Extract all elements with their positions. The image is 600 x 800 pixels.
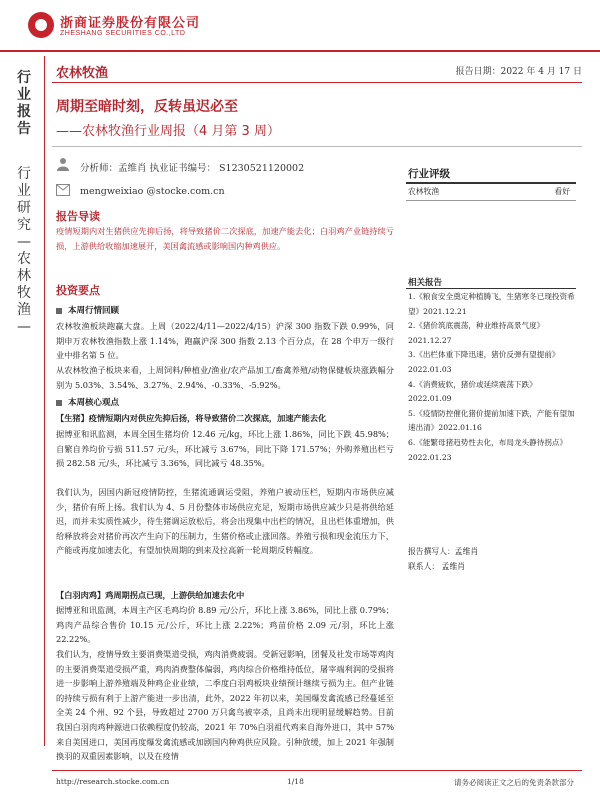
related-item[interactable]: 4.《消费疲软，猪价或延续震荡下跌》2022.01.09 (408, 379, 537, 404)
pig-p1: 据博亚和讯监测，本周全国生猪均价 12.46 元/kg，环比上涨 1.86%，同比下跌 45.98%；自繁自养均价亏损 511.57 元/头，环比减亏 3.67%，同比下降 171.57%；外购养殖出栏亏损 282.58 元/头，环比减亏 3.36%，同比减亏 48.35%。 (56, 429, 394, 469)
chicken-tag: 【白羽肉鸡】鸡周期拐点已现，上游供给加速去化中 (56, 590, 245, 600)
page-number: 1/18 (287, 777, 304, 786)
footer-rule (52, 770, 582, 771)
company-logo-icon (28, 12, 54, 38)
market-review-p1: 农林牧渔板块跑赢大盘。上周（2022/4/11—2022/4/15）沪深 300 指数下跌 0.99%，同期申万农林牧渔指数上涨 1.14%，跑赢沪深 300 指数 2.13 个百分点，在 28 个申万一级行业中排名第 5 位。 (56, 321, 394, 361)
chicken-p1: 据博亚和讯监测，本周主产区毛鸡均价 8.89 元/公斤，环比上涨 3.86%，同比上涨 0.79%；鸡肉产品综合售价 10.15 元/公斤，环比上涨 2.22%；鸡苗价格 2.09 元/羽，环比上涨 22.22%。 (56, 605, 394, 645)
guide-text: 疫情短期内对生猪供应先抑后扬，将导致猪价二次探底，加速产能去化；白羽鸡产业链持续亏损，上游供给收缩加速展开，美国禽流感或影响国内种鸡供应。 (56, 226, 394, 251)
rating-row (408, 186, 570, 197)
industry-label: 农林牧渔 (56, 66, 109, 81)
related-item[interactable]: 2.《猪价筑底震荡，种业维持高景气度》2021.12.27 (408, 321, 545, 345)
header-rule (0, 50, 600, 52)
report-writer: 报告撰写人：孟维肖 (408, 547, 479, 556)
footer-url[interactable]: http://research.stocke.com.cn (56, 777, 170, 786)
sidebar-category: 行业研究—农林牧渔— (17, 166, 31, 335)
related-item[interactable]: 1.《粮食安全奠定种植腾飞，生猪寒冬已现投资希望》2021.12.21 (408, 292, 575, 316)
related-item[interactable]: 5.《疫情防控催化猪价提前加速下跌，产能有望加速出清》2022.01.16 (408, 408, 575, 433)
report-title: 周期至暗时刻，反转虽迟必至 (56, 99, 238, 115)
pig-tag: 【生猪】疫情短期内对供应先抑后扬，将导致猪价二次探底，加速产能去化 (56, 413, 327, 423)
related-item[interactable]: 6.《能繁母猪趋势性去化，布局龙头静待拐点》2022.01.23 (408, 437, 568, 462)
market-review-heading: 本周行情回顾 (56, 304, 119, 316)
rating-title: 行业评级 (408, 168, 450, 180)
report-date: 报告日期：2022 年 4 月 17 日 (455, 67, 582, 77)
rating-sector: 农林牧渔 (408, 187, 440, 196)
related-title: 相关报告 (408, 278, 443, 288)
related-rule (406, 288, 576, 289)
related-item[interactable]: 3.《出栏体重下降迅速，猪价反弹有望提前》2022.01.03 (408, 350, 560, 374)
rating-rule (406, 182, 576, 184)
title-bottom-rule (52, 146, 582, 147)
company-name-en: ZHESHANG SECURITIES CO.,LTD (60, 30, 186, 37)
footer-disclaimer: 请务必阅读正文之后的免责条款部分 (454, 778, 574, 787)
guide-heading: 报告导读 (56, 210, 100, 223)
analyst-line: 分析师：孟维肖 执业证书编号： S1230521120002 (80, 163, 305, 174)
rating-bottom-rule (406, 200, 576, 201)
points-heading: 投资要点 (56, 284, 100, 297)
analyst-email[interactable]: mengweixiao @stocke.com.cn (80, 186, 225, 197)
rating-grade: 看好 (554, 187, 570, 196)
mail-icon (56, 184, 70, 196)
person-icon (56, 157, 70, 171)
contact-person: 联系人： 孟维肖 (408, 562, 466, 571)
core-view-heading: 本周核心观点 (56, 396, 119, 408)
report-subtitle: ——农林牧渔行业周报（4 月第 3 周） (56, 124, 280, 139)
title-top-rule (52, 82, 582, 83)
chicken-p2: 我们认为，疫情导致主要消费渠道受损，鸡肉消费疲弱。受新冠影响，团餐及社发市场等鸡肉的主要消费渠道受损严重，鸡肉消费整体偏弱，鸡肉综合价格维持低位，屠宰端利润的受损将进一步影响上游养殖端及种鸡企业业绩，二季度白羽鸡板块业绩预计继续亏损为主。但产业链的持续亏损有利于上游产能进一步出清，此外，2022 年初以来，美国爆发禽流感已经蔓延至全美 24 个州、92 个县，导致超过 2700 万只禽鸟被宰杀，且尚未出现明显缓解趋势。目前我国白羽肉鸡种源进口依赖程度仍较高，2021 年 70%白羽祖代鸡来自海外进口，其中 57%来自美国进口，美国再度爆发禽流感或加剧国内种鸡供应风险。引种放缓，加上 2021 年强制换羽的双重因素影响，以及在疫情 (56, 649, 394, 762)
company-name-cn: 浙商证券股份有限公司 (60, 16, 201, 31)
related-list (408, 290, 576, 465)
pig-p2: 我们认为，因国内新冠疫情防控，生猪流通调运受阻，养殖户被动压栏，短期内市场供应减少，猪价有所上扬。我们认为 4、5 月份整体市场供应充足，短期市场供应减少只是将供给延迟，而并未实质性减少，待生猪调运放松后，将会出现集中出栏的情况，且出栏体重增加，供给释放将会对猪价再次产生向下的压制力，生猪价格或止涨回落。养殖亏损和现金流压力下，产能或再度加速去化，有望加快周期的到来及拉高新一轮周期反转幅度。 (56, 487, 394, 556)
sidebar-report-type: 行业报告 (17, 70, 31, 137)
sidebar-divider (44, 56, 45, 746)
market-review-p2: 从农林牧渔子板块来看，上周饲料/种植业/渔业/农产品加工/畜禽养殖/动物保健板块涨跌幅分别为 5.03%、3.54%、3.27%、2.94%、-0.33%、-5.92%。 (56, 365, 394, 390)
